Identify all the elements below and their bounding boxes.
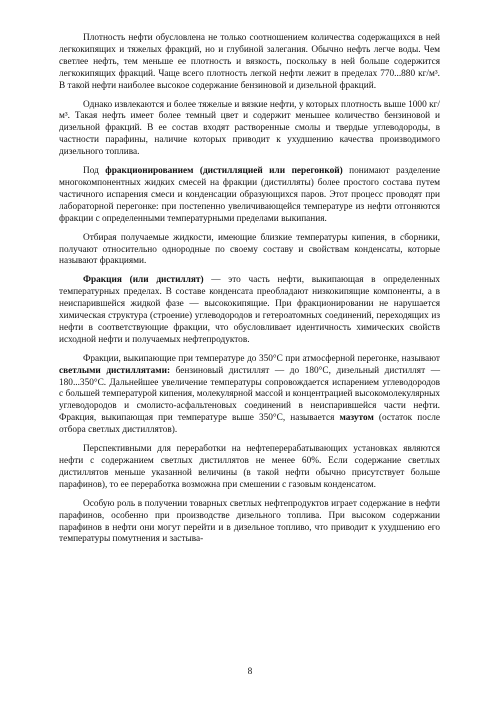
text-run: понимают разделение многокомпонентных жидких смесей на фракции (дистилляты) более простого состава путем частичного испарения смеси и конденсации образующихся паров. Этот процесс проводят при лабораторной перегонке: при постепенно увеличивающейся температуре из нефти отгоняются фракции с определенными температурными пределами выкипания. xyxy=(59,166,440,224)
text-run: Перспективными для переработки на нефтеперерабатывающих установках являются нефти с содержанием светлых дистиллятов не менее 60%. Если содержание светлых дистиллятов меньше указанной величины (в такой нефти обычно присутствует больше парафинов), то ее переработка возможна при смешении с газовым конденсатом. xyxy=(59,444,440,490)
term-fraction: Фракция (или дистиллят) xyxy=(83,275,204,286)
text-run: Фракции, выкипающие при температуре до 350°С при атмосферной перегонке, называют xyxy=(83,353,440,364)
text-run: Под xyxy=(83,166,106,177)
paragraph-paraffins xyxy=(59,499,440,547)
text-run: Отбирая получаемые жидкости, имеющие близкие температуры кипения, в сборники, получают относительно однородные по своему составу и свойствам конденсаты, которые называют фракциями. xyxy=(59,232,440,267)
paragraph-fractionation-definition xyxy=(59,166,440,226)
paragraph-light-distillates xyxy=(59,354,440,437)
text-run: Плотность нефти обусловлена не только соотношением количества содержащихся в ней легкокипящих и тяжелых фракций, но и глубиной залегания. Обычно нефть легче воды. Чем светлее нефть, тем меньше ее плотность и вязкость, поскольку в ней больше содержится легкокипящих фракций. Чаще всего плотность легкой нефти лежит в пределах 770...880 кг/м³. В такой нефти наиболее высокое содержание бензиновой и дизельной фракций. xyxy=(59,33,440,91)
paragraph-heavy-oil xyxy=(59,100,440,160)
text-run: бензиновый дистиллят — до 180°С, дизельный дистиллят — 180...350°С. Дальнейшее увеличение температуры сопровождается испарением углеводородов с большей температурой кипения, молекулярной массой и концентрацией высокомолекулярных углеводородов и смолисто-асфальтеновых соединений в неиспарившейся части нефти. Фракция, выкипающая при температуре выше 350°С, называется xyxy=(59,365,441,424)
page-number: 8 xyxy=(247,667,253,677)
text-run: (остаток после отбора светлых дистиллятов). xyxy=(59,413,441,436)
paragraph-condensates xyxy=(59,233,440,269)
paragraph-perspective-oils xyxy=(59,444,440,492)
text-run: — это часть нефти, выкипающая в определенных температурных пределах. В составе конденсата преобладают низкокипящие компоненты, а в неиспарившейся жидкой фазе — высококипящие. При фракционировании не нарушается химическая структура (строение) углеводородов и гетероатомных соединений, переходящих из нефти в соответствующие фракции, что обусловливает идентичность химических свойств исходной нефти и получаемых нефтепродуктов. xyxy=(59,275,440,345)
term-fractionation: фракционированием (дистилляцией или перегонкой) xyxy=(105,166,343,177)
term-light-distillates: светлыми дистиллятами: xyxy=(59,365,171,376)
term-mazut: мазутом xyxy=(339,413,374,424)
paragraph-density xyxy=(59,33,440,93)
text-run: Однако извлекаются и более тяжелые и вязкие нефти, у которых плотность выше 1000 кг/м³. Такая нефть имеет более темный цвет и содержит меньшее количество бензиновой и дизельной фракций. В ее состав входят растворенные смолы и твердые углеводороды, в частности парафины, наличие которых приводит к ухудшению качества производимого дизельного топлива. xyxy=(59,99,440,158)
text-run: Особую роль в получении товарных светлых нефтепродуктов играет содержание в нефти парафинов, особенно при производстве дизельного топлива. При высоком содержании парафинов в нефти они могут перейти и в дизельное топливо, что приводит к ухудшению его температуры помутнения и застыва- xyxy=(59,498,440,545)
paragraph-fraction-definition xyxy=(59,275,440,346)
